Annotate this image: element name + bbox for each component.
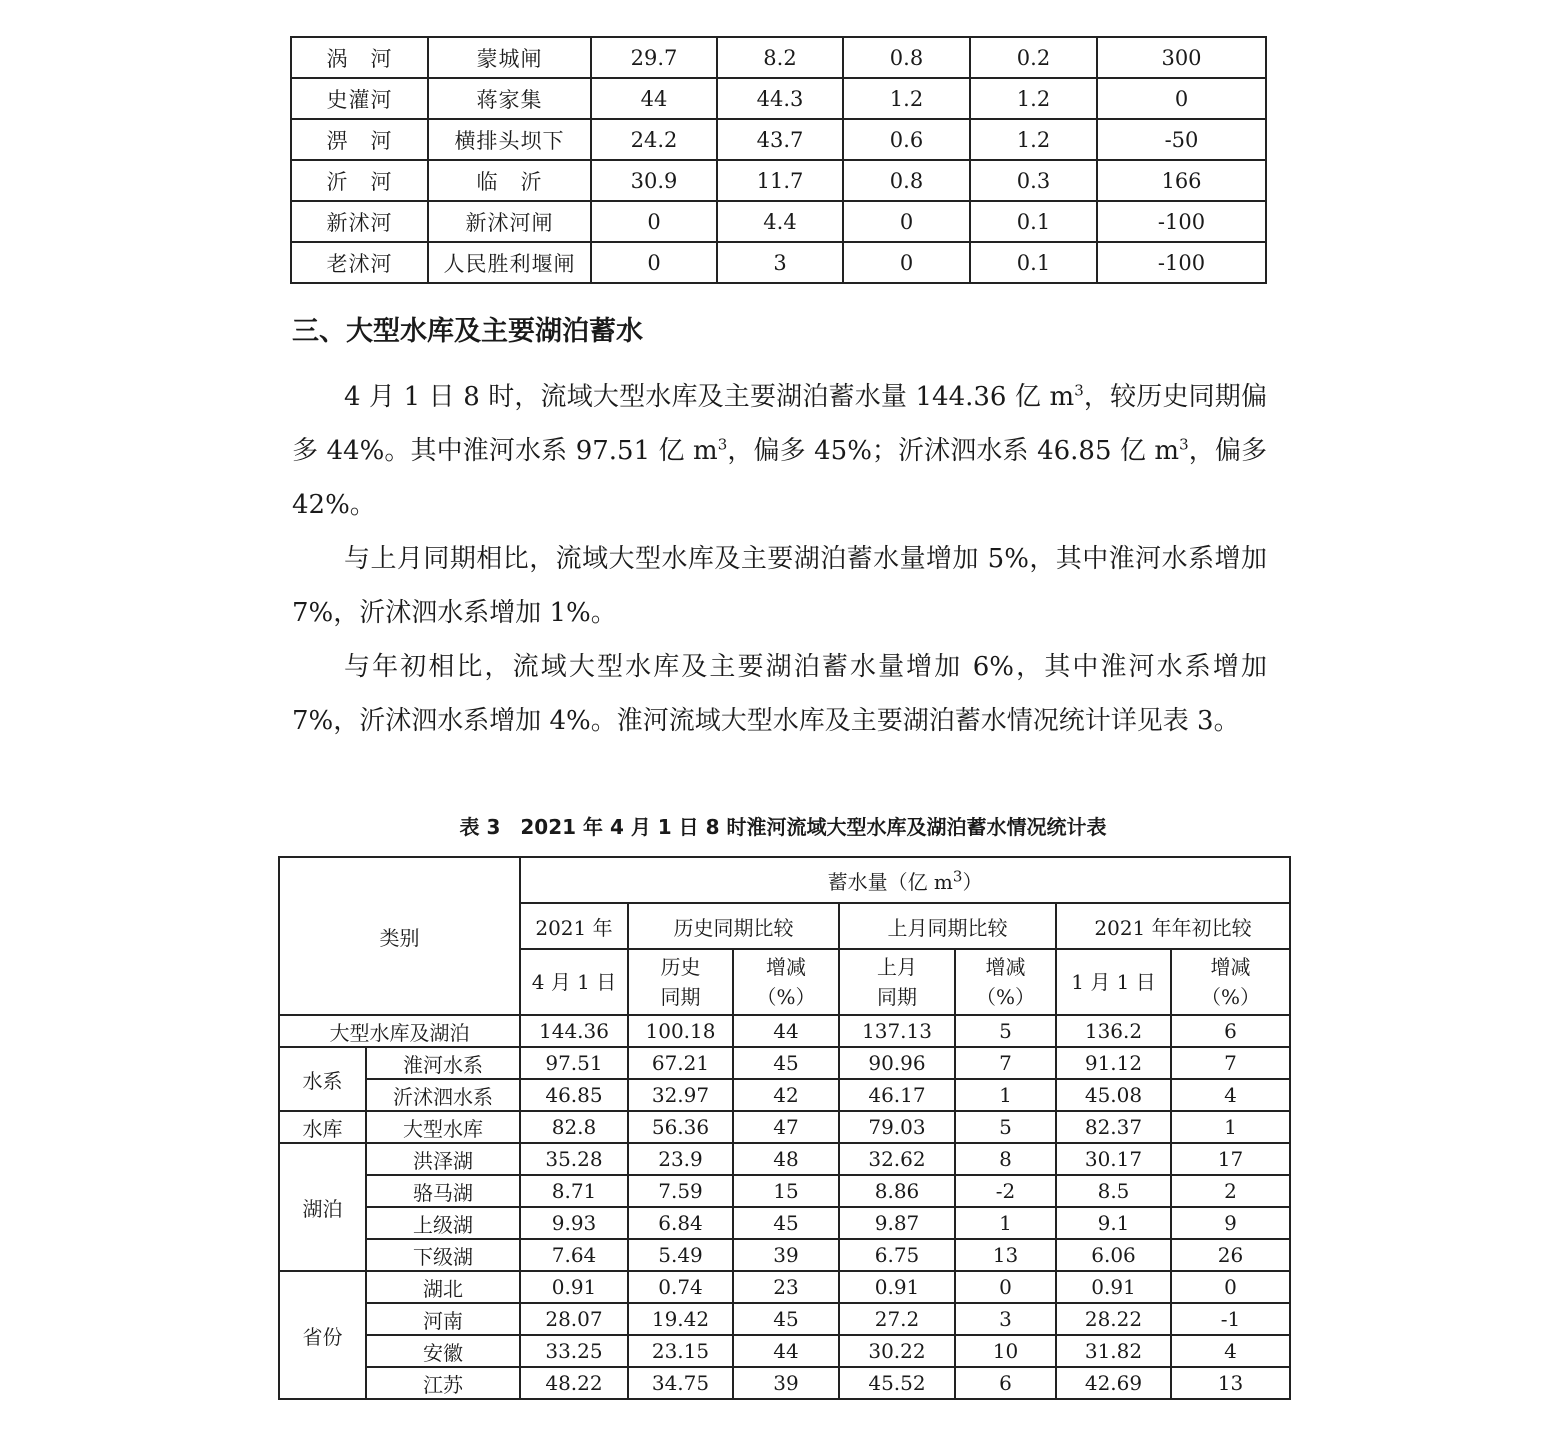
value-cell: 32.97 <box>628 1079 733 1111</box>
value-cell: 46.85 <box>520 1079 628 1111</box>
value-cell: 5 <box>955 1111 1056 1143</box>
group-label-cell: 水系 <box>279 1047 366 1111</box>
value-cell: 9.93 <box>520 1207 628 1239</box>
header-year-start-compare: 2021 年年初比较 <box>1056 903 1290 949</box>
value-cell: 45 <box>733 1047 839 1079</box>
value-cell: 48 <box>733 1143 839 1175</box>
value-cell: 82.8 <box>520 1111 628 1143</box>
row-label-cell: 沂沭泗水系 <box>366 1079 520 1111</box>
value-cell: 43.7 <box>717 119 843 160</box>
value-cell: 8.86 <box>839 1175 955 1207</box>
paragraph-storage-total: 4 月 1 日 8 时，流域大型水库及主要湖泊蓄水量 144.36 亿 $m^3$，较历史同期偏多 44%。其中淮河水系 97.51 亿 $m^3$，偏多 45%；沂沭泗水系 46.85 亿 $m^3$，偏多 42%。 <box>292 381 1268 520</box>
value-cell: 4.4 <box>717 201 843 242</box>
value-cell: 34.75 <box>628 1367 733 1399</box>
value-cell: -100 <box>1097 242 1266 283</box>
value-cell: 45 <box>733 1207 839 1239</box>
value-cell: 1 <box>955 1079 1056 1111</box>
value-cell: 35.28 <box>520 1143 628 1175</box>
table-row <box>291 160 1266 201</box>
value-cell: 0.8 <box>843 37 970 78</box>
value-cell: 24.2 <box>591 119 717 160</box>
table-row <box>291 37 1266 78</box>
value-cell: 28.22 <box>1056 1303 1171 1335</box>
value-cell: 39 <box>733 1239 839 1271</box>
row-label-cell: 安徽 <box>366 1335 520 1367</box>
value-cell: 7.64 <box>520 1239 628 1271</box>
value-cell: 0.74 <box>628 1271 733 1303</box>
value-cell: 44 <box>733 1015 839 1047</box>
value-cell: 28.07 <box>520 1303 628 1335</box>
value-cell: 30.22 <box>839 1335 955 1367</box>
value-cell: 9.87 <box>839 1207 955 1239</box>
row-label-cell: 江苏 <box>366 1367 520 1399</box>
group-label-cell: 水库 <box>279 1111 366 1143</box>
value-cell: 7.59 <box>628 1175 733 1207</box>
table-row <box>279 1079 1290 1111</box>
header-jan1: 1 月 1 日 <box>1056 949 1171 1015</box>
value-cell: 44 <box>591 78 717 119</box>
table-row <box>279 1271 1290 1303</box>
river-name-cell: 老沭河 <box>291 242 428 283</box>
value-cell: 10 <box>955 1335 1056 1367</box>
value-cell: 23.15 <box>628 1335 733 1367</box>
value-cell: 0 <box>955 1271 1056 1303</box>
value-cell: -50 <box>1097 119 1266 160</box>
table-row <box>279 1111 1290 1143</box>
table-row <box>279 1335 1290 1367</box>
table-row <box>291 201 1266 242</box>
value-cell: 0.91 <box>520 1271 628 1303</box>
group-label-cell: 省份 <box>279 1271 366 1399</box>
value-cell: 4 <box>1171 1079 1290 1111</box>
value-cell: 0 <box>1171 1271 1290 1303</box>
value-cell: 3 <box>717 242 843 283</box>
value-cell: 13 <box>955 1239 1056 1271</box>
value-cell: 23 <box>733 1271 839 1303</box>
value-cell: 23.9 <box>628 1143 733 1175</box>
table-row <box>291 119 1266 160</box>
value-cell: 48.22 <box>520 1367 628 1399</box>
row-label-cell: 淮河水系 <box>366 1047 520 1079</box>
header-historical-compare: 历史同期比较 <box>628 903 839 949</box>
value-cell: 1.2 <box>970 78 1097 119</box>
flow-table-continuation <box>290 36 1267 284</box>
row-label-cell: 上级湖 <box>366 1207 520 1239</box>
value-cell: 67.21 <box>628 1047 733 1079</box>
value-cell: 42.69 <box>1056 1367 1171 1399</box>
value-cell: 45.52 <box>839 1367 955 1399</box>
group-label-cell: 湖泊 <box>279 1143 366 1271</box>
row-label-cell: 湖北 <box>366 1271 520 1303</box>
value-cell: 0.1 <box>970 242 1097 283</box>
value-cell: 6.75 <box>839 1239 955 1271</box>
value-cell: -1 <box>1171 1303 1290 1335</box>
value-cell: 0 <box>843 242 970 283</box>
value-cell: 30.17 <box>1056 1143 1171 1175</box>
value-cell: 32.62 <box>839 1143 955 1175</box>
station-name-cell: 蒙城闸 <box>428 37 591 78</box>
header-2021: 2021 年 <box>520 903 628 949</box>
table-row <box>291 78 1266 119</box>
value-cell: 0 <box>843 201 970 242</box>
value-cell: 8 <box>955 1143 1056 1175</box>
value-cell: 0 <box>591 201 717 242</box>
value-cell: 46.17 <box>839 1079 955 1111</box>
value-cell: 8.2 <box>717 37 843 78</box>
value-cell: 144.36 <box>520 1015 628 1047</box>
value-cell: 79.03 <box>839 1111 955 1143</box>
value-cell: 137.13 <box>839 1015 955 1047</box>
row-label-cell: 大型水库及湖泊 <box>279 1015 520 1047</box>
value-cell: 0.6 <box>843 119 970 160</box>
table-row <box>279 1239 1290 1271</box>
value-cell: 19.42 <box>628 1303 733 1335</box>
value-cell: 0.1 <box>970 201 1097 242</box>
row-label-cell: 骆马湖 <box>366 1175 520 1207</box>
header-apr1: 4 月 1 日 <box>520 949 628 1015</box>
row-label-cell: 河南 <box>366 1303 520 1335</box>
paragraph-year-compare: 与年初相比，流域大型水库及主要湖泊蓄水量增加 6%，其中淮河水系增加 7%，沂沭泗水系增加 4%。淮河流域大型水库及主要湖泊蓄水情况统计详见表 3。 <box>292 652 1267 736</box>
station-name-cell: 蒋家集 <box>428 78 591 119</box>
section-body <box>292 370 1267 748</box>
value-cell: 6 <box>955 1367 1056 1399</box>
paragraph-month-compare: 与上月同期相比，流域大型水库及主要湖泊蓄水量增加 5%，其中淮河水系增加 7%，沂沭泗水系增加 1%。 <box>292 544 1267 628</box>
value-cell: 166 <box>1097 160 1266 201</box>
section-heading: 三、大型水库及主要湖泊蓄水 <box>292 316 643 347</box>
header-change-pct: 增减 （%） <box>1171 949 1290 1015</box>
value-cell: 13 <box>1171 1367 1290 1399</box>
table-row-total <box>279 1015 1290 1047</box>
header-category: 类别 <box>279 857 520 1015</box>
header-last-month-compare: 上月同期比较 <box>839 903 1056 949</box>
value-cell: 97.51 <box>520 1047 628 1079</box>
value-cell: 4 <box>1171 1335 1290 1367</box>
table-row <box>279 1367 1290 1399</box>
value-cell: 9 <box>1171 1207 1290 1239</box>
value-cell: 11.7 <box>717 160 843 201</box>
value-cell: 45 <box>733 1303 839 1335</box>
value-cell: 2 <box>1171 1175 1290 1207</box>
value-cell: 6.84 <box>628 1207 733 1239</box>
value-cell: 1 <box>955 1207 1056 1239</box>
header-change-pct: 增减 （%） <box>733 949 839 1015</box>
value-cell: 45.08 <box>1056 1079 1171 1111</box>
river-name-cell: 史灌河 <box>291 78 428 119</box>
value-cell: 5.49 <box>628 1239 733 1271</box>
river-name-cell: 新沭河 <box>291 201 428 242</box>
table-row <box>279 1047 1290 1079</box>
value-cell: 0.91 <box>839 1271 955 1303</box>
table-row <box>279 1175 1290 1207</box>
header-change-pct: 增减 （%） <box>955 949 1056 1015</box>
value-cell: 39 <box>733 1367 839 1399</box>
value-cell: 31.82 <box>1056 1335 1171 1367</box>
value-cell: 0.8 <box>843 160 970 201</box>
value-cell: 7 <box>1171 1047 1290 1079</box>
value-cell: 5 <box>955 1015 1056 1047</box>
value-cell: 8.5 <box>1056 1175 1171 1207</box>
value-cell: 3 <box>955 1303 1056 1335</box>
table-row <box>279 1207 1290 1239</box>
value-cell: 1 <box>1171 1111 1290 1143</box>
value-cell: 47 <box>733 1111 839 1143</box>
row-label-cell: 洪泽湖 <box>366 1143 520 1175</box>
value-cell: 8.71 <box>520 1175 628 1207</box>
value-cell: 6.06 <box>1056 1239 1171 1271</box>
value-cell: 42 <box>733 1079 839 1111</box>
value-cell: 56.36 <box>628 1111 733 1143</box>
station-name-cell: 临 沂 <box>428 160 591 201</box>
value-cell: 136.2 <box>1056 1015 1171 1047</box>
header-hist-same-period: 历史 同期 <box>628 949 733 1015</box>
value-cell: 1.2 <box>970 119 1097 160</box>
value-cell: 300 <box>1097 37 1266 78</box>
station-name-cell: 新沭河闸 <box>428 201 591 242</box>
reservoir-storage-table <box>278 856 1291 1400</box>
value-cell: 44 <box>733 1335 839 1367</box>
river-name-cell: 淠 河 <box>291 119 428 160</box>
station-name-cell: 横排头坝下 <box>428 119 591 160</box>
value-cell: 7 <box>955 1047 1056 1079</box>
value-cell: -2 <box>955 1175 1056 1207</box>
value-cell: -100 <box>1097 201 1266 242</box>
row-label-cell: 大型水库 <box>366 1111 520 1143</box>
value-cell: 17 <box>1171 1143 1290 1175</box>
row-label-cell: 下级湖 <box>366 1239 520 1271</box>
header-storage-unit: 蓄水量（亿 $m^3$） <box>520 857 1290 903</box>
value-cell: 0 <box>591 242 717 283</box>
value-cell: 30.9 <box>591 160 717 201</box>
value-cell: 44.3 <box>717 78 843 119</box>
value-cell: 0 <box>1097 78 1266 119</box>
value-cell: 0.2 <box>970 37 1097 78</box>
value-cell: 91.12 <box>1056 1047 1171 1079</box>
value-cell: 15 <box>733 1175 839 1207</box>
station-name-cell: 人民胜利堰闸 <box>428 242 591 283</box>
value-cell: 33.25 <box>520 1335 628 1367</box>
value-cell: 100.18 <box>628 1015 733 1047</box>
value-cell: 1.2 <box>843 78 970 119</box>
table3-caption: 表 3 2021 年 4 月 1 日 8 时淮河流域大型水库及湖泊蓄水情况统计表 <box>459 815 1107 839</box>
value-cell: 29.7 <box>591 37 717 78</box>
value-cell: 26 <box>1171 1239 1290 1271</box>
value-cell: 6 <box>1171 1015 1290 1047</box>
value-cell: 90.96 <box>839 1047 955 1079</box>
table-row <box>291 242 1266 283</box>
header-last-month: 上月 同期 <box>839 949 955 1015</box>
river-name-cell: 沂 河 <box>291 160 428 201</box>
value-cell: 0.91 <box>1056 1271 1171 1303</box>
value-cell: 9.1 <box>1056 1207 1171 1239</box>
table-row <box>279 1303 1290 1335</box>
river-name-cell: 涡 河 <box>291 37 428 78</box>
value-cell: 27.2 <box>839 1303 955 1335</box>
value-cell: 0.3 <box>970 160 1097 201</box>
table-row <box>279 1143 1290 1175</box>
value-cell: 82.37 <box>1056 1111 1171 1143</box>
